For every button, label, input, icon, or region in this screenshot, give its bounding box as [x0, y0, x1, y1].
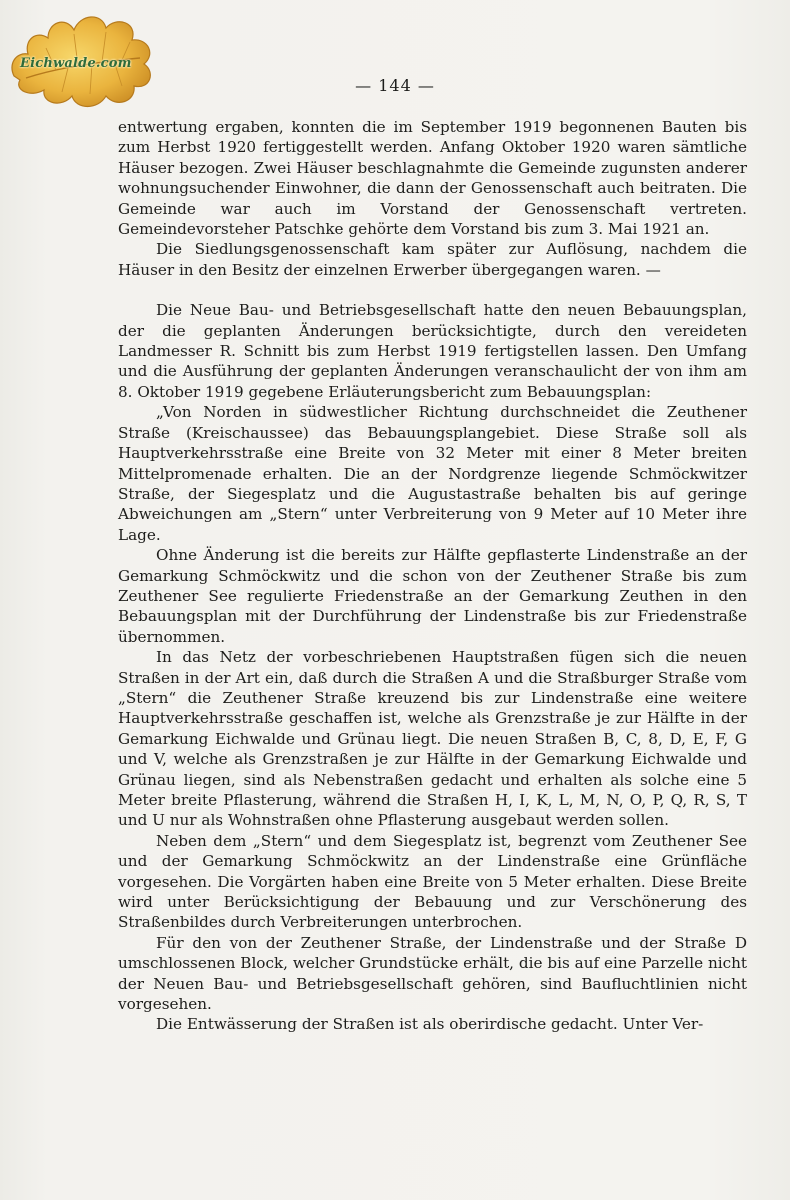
body-text — [118, 117, 747, 1035]
logo-text: Eichwalde.com — [20, 56, 132, 71]
eichwalde-logo[interactable] — [6, 6, 158, 114]
paragraph: Die Siedlungsgenossenschaft kam später zur Auflösung, nachdem die Häuser in den Besitz der einzelnen Erwerber übergegangen waren. — — [118, 240, 747, 279]
paragraph: „Von Norden in südwestlicher Richtung durchschneidet die Zeuthener Straße (Kreischaussee) das Bebauungsplangebiet. Diese Straße soll als Hauptverkehrsstraße eine Breite von 32 Meter mit einer 8 Meter breiten Mittelpromenade erhalten. Die an der Nordgrenze liegende Schmöckwitzer Straße, der Siegesplatz und die Augustastraße behalten bis auf geringe Abweichungen am „Stern“ unter Verbreiterung von 9 Meter auf 10 Meter ihre Lage. — [118, 403, 747, 544]
paragraph: Neben dem „Stern“ und dem Siegesplatz ist, begrenzt vom Zeuthener See und der Gemarkung Schmöckwitz an der Lindenstraße eine Grünfläche vorgesehen. Die Vorgärten haben eine Breite von 5 Meter erhalten. Diese Breite wird unter Berücksichtigung der Bebauung und zur Verschönerung des Straßenbildes durch Verbreiterungen unterbrochen. — [118, 831, 747, 932]
paragraph: Für den von der Zeuthener Straße, der Lindenstraße und der Straße D umschlossenen Block, welcher Grundstücke erhält, die bis auf eine Parzelle nicht der Neuen Bau- und Betriebsgesellschaft gehören, sind Baufluchtlinien nicht vorgesehen. — [118, 933, 747, 1014]
page-number: — 144 — — [355, 76, 435, 95]
paragraph: Ohne Änderung ist die bereits zur Hälfte gepflasterte Lindenstraße an der Gemarkung Schmöckwitz und die schon von der Zeuthener Straße bis zum Zeuthener See regulierte Friedenstraße an der Gemarkung Zeuthen in den Bebauungsplan mit der Durchführung der Lindenstraße bis zur Friedenstraße übernommen. — [118, 546, 747, 646]
paragraph: Die Entwässerung der Straßen ist als oberirdische gedacht. Unter Ver- — [156, 1015, 704, 1034]
paragraph: Die Neue Bau- und Betriebsgesellschaft hatte den neuen Bebauungsplan, der die geplanten Änderungen berücksichtigte, durch den vereideten Landmesser R. Schnitt bis zum Herbst 1919 fertigstellen lassen. Den Umfang und die Ausführung der geplanten Änderungen veranschaulicht der von ihm am 8. Oktober 1919 gegebene Erläuterungsbericht zum Bebauungsplan: — [118, 301, 747, 401]
paragraph: In das Netz der vorbeschriebenen Hauptstraßen fügen sich die neuen Straßen in der Art ein, daß durch die Straßen A und die Straßburger Straße vom „Stern“ die Zeuthener Straße kreuzend bis zur Lindenstraße eine weitere Hauptverkehrsstraße geschaffen ist, welche als Grenzstraße je zur Hälfte in der Gemarkung Eichwalde und Grünau liegt. Die neuen Straßen B, C, 8, D, E, F, G und V, welche als Grenzstraßen je zur Hälfte in der Gemarkung Eichwalde und Grünau liegen, sind als Nebenstraßen gedacht und erhalten als solche eine 5 Meter breite Pflasterung, während die Straßen H, I, K, L, M, N, O, P, Q, R, S, T und U nur als Wohnstraßen ohne Pflasterung ausgebaut werden sollen. — [118, 648, 747, 830]
paragraph: entwertung ergaben, konnten die im September 1919 begonnenen Bauten bis zum Herbst 1920 fertiggestellt werden. Anfang Oktober 1920 waren sämtliche Häuser bezogen. Zwei Häuser beschlagnahmte die Gemeinde zugunsten anderer wohnungsuchender Einwohner, die dann der Genossenschaft auch beitraten. Die Gemeinde war auch im Vorstand der Genossenschaft vertreten. Gemeindevorsteher Patschke gehörte dem Vorstand bis zum 3. Mai 1921 an. — [118, 118, 747, 239]
